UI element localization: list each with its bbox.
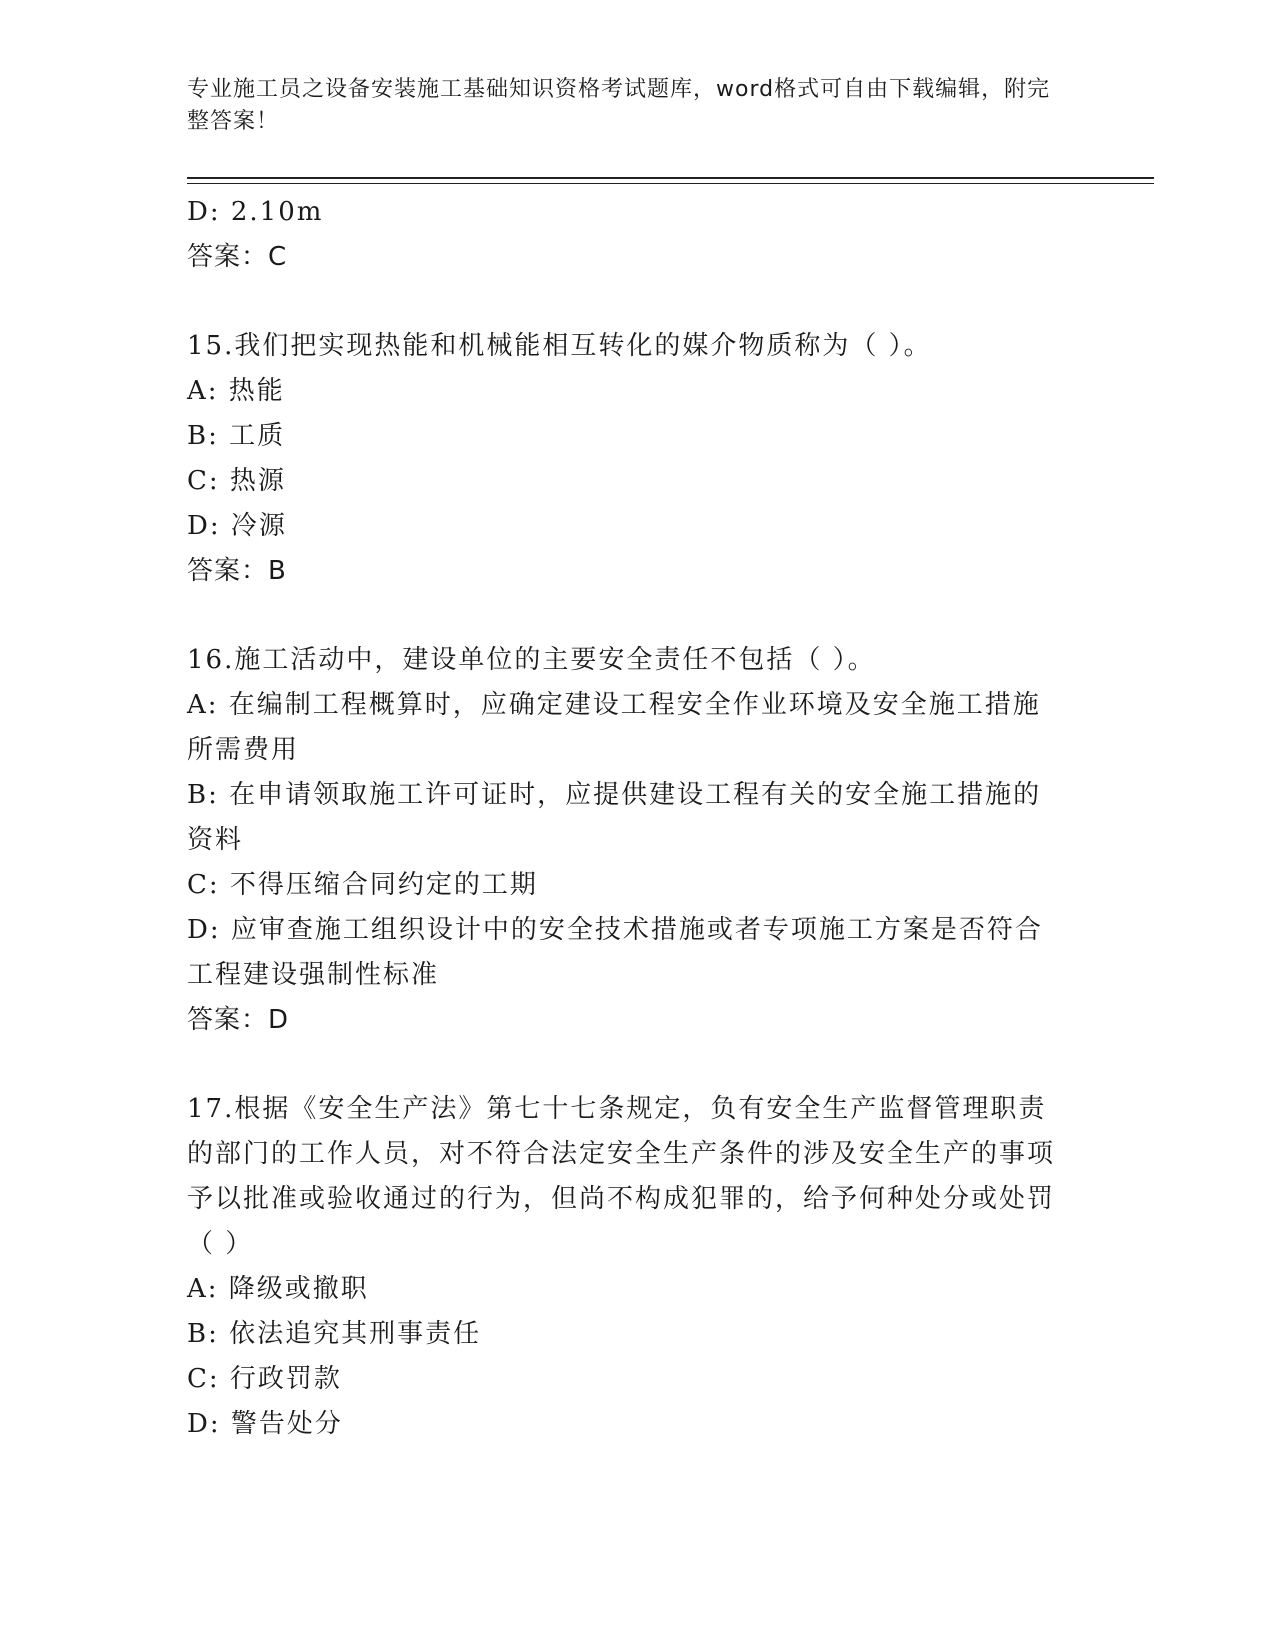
header-divider-thick: [187, 177, 1154, 179]
option-c: C: 行政罚款: [187, 1364, 342, 1394]
option-a: A: 降级或撤职: [187, 1274, 369, 1304]
answer: 答案：B: [187, 556, 287, 586]
option-a: A: 在编制工程概算时，应确定建设工程安全作业环境及安全施工措施所需费用: [187, 690, 1041, 765]
option-b: B: 在申请领取施工许可证时，应提供建设工程有关的安全施工措施的资料: [187, 780, 1042, 855]
question-stem: 16.施工活动中，建设单位的主要安全责任不包括（ ）。: [187, 645, 876, 675]
option-d: D: 冷源: [187, 511, 287, 541]
prev-option-d: D: 2.10m: [187, 197, 324, 227]
question-stem: 15.我们把实现热能和机械能相互转化的媒介物质称为（ ）。: [187, 331, 932, 361]
option-a: A: 热能: [187, 376, 285, 406]
page-header: 专业施工员之设备安装施工基础知识资格考试题库，word格式可自由下载编辑，附完整答案！: [187, 77, 1051, 134]
option-d: D: 警告处分: [187, 1409, 343, 1439]
question-15: [187, 324, 1067, 594]
option-c: C: 热源: [187, 466, 286, 496]
question-stem: 17.根据《安全生产法》第七十七条规定，负有安全生产监督管理职责的部门的工作人员，对不符合法定安全生产条件的涉及安全生产的事项予以批准或验收通过的行为，但尚不构成犯罪的，给予何种处分或处罚（ ）: [187, 1094, 1056, 1259]
option-b: B: 工质: [187, 421, 286, 451]
option-b: B: 依法追究其刑事责任: [187, 1319, 482, 1349]
question-17: [187, 1087, 1067, 1447]
header-divider-thin: [187, 183, 1154, 184]
option-c: C: 不得压缩合同约定的工期: [187, 870, 538, 900]
question-content: [187, 190, 1067, 1447]
answer: 答案：D: [187, 1005, 290, 1035]
option-d: D: 应审查施工组织设计中的安全技术措施或者专项施工方案是否符合工程建设强制性标准: [187, 915, 1043, 990]
prev-answer: 答案：C: [187, 242, 288, 272]
question-16: [187, 638, 1067, 1043]
